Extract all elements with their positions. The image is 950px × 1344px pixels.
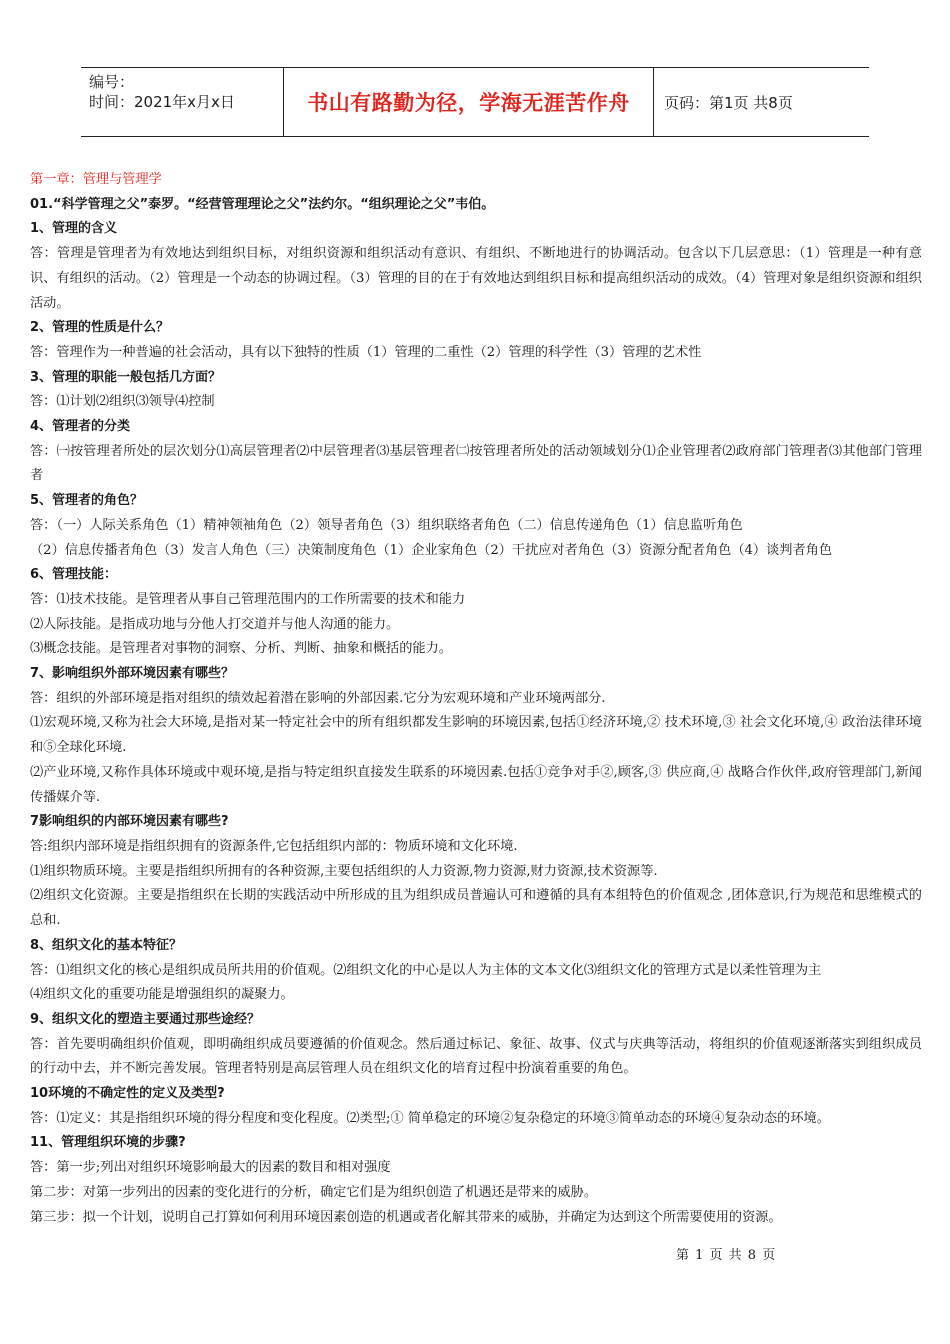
answer-paragraph: 答：管理是管理者为有效地达到组织目标，对组织资源和组织活动有意识、有组织、不断地进行的协调活动。包含以下几层意思：（1）管理是一种有意识、有组织的活动。（2）管理是一个动态的协调过程。（3）管理的目的在于有效地达到组织目标和提高组织活动的成效。（4）管理对象是组织资源和组织活动。 xyxy=(30,246,922,311)
qa-list xyxy=(30,193,922,1231)
answer-paragraph: ⑴宏观环境,又称为社会大环境,是指对某一特定社会中的所有组织都发生影响的环境因素,包括①经济环境,② 技术环境,③ 社会文化环境,④ 政治法律环境和⑤全球化环境. xyxy=(30,715,922,756)
answer-paragraph: 答：⑴组织文化的核心是组织成员所共用的价值观。⑵组织文化的中心是以人为主体的文本文化⑶组织文化的管理方式是以柔性管理为主 xyxy=(30,962,822,978)
answer-paragraph: 答：㈠按管理者所处的层次划分⑴高层管理者⑵中层管理者⑶基层管理者㈡按管理者所处的活动领域划分⑴企业管理者⑵政府部门管理者⑶其他部门管理者 xyxy=(30,443,922,484)
answer-paragraph: （2）信息传播者角色（3）发言人角色（三）决策制度角色（1）企业家角色（2）干扰应对者角色（3）资源分配者角色（4）谈判者角色 xyxy=(30,542,833,558)
question-heading: 7、影响组织外部环境因素有哪些？ xyxy=(30,666,235,682)
question-heading: 9、组织文化的塑造主要通过那些途经？ xyxy=(30,1011,261,1027)
page-footer: 第 1 页 共 8 页 xyxy=(676,1248,777,1263)
question-heading: 5、管理者的角色？ xyxy=(30,493,144,509)
answer-paragraph: 答：管理作为一种普遍的社会活动，具有以下独特的性质（1）管理的二重性（2）管理的科学性（3）管理的艺术性 xyxy=(30,344,702,360)
answer-paragraph: ⑷组织文化的重要功能是增强组织的凝聚力。 xyxy=(30,987,294,1003)
answer-paragraph: 答：⑴计划⑵组织⑶领导⑷控制 xyxy=(30,394,215,410)
header-page-label: 页码：第1页 共8页 xyxy=(664,93,793,112)
question-heading: 2、管理的性质是什么？ xyxy=(30,320,170,336)
document-number-label: 编号： xyxy=(89,73,135,91)
answer-paragraph: 答：⑴定义：其是指组织环境的得分程度和变化程度。⑵类型;① 简单稳定的环境②复杂稳定的环境③简单动态的环境④复杂动态的环境。 xyxy=(30,1110,830,1126)
answer-paragraph: 第二步：对第一步列出的因素的变化进行的分析，确定它们是为组织创造了机遇还是带来的威胁。 xyxy=(30,1184,598,1200)
answer-paragraph: ⑴组织物质环境。主要是指组织所拥有的各种资源,主要包括组织的人力资源,物力资源,财力资源,技术资源等. xyxy=(30,863,658,879)
question-heading: 6、管理技能： xyxy=(30,567,118,583)
question-heading: 01.“科学管理之父”泰罗。“经营管理理论之父”法约尔。“组织理论之父”韦伯。 xyxy=(30,196,495,212)
question-heading: 7影响组织的内部环境因素有哪些? xyxy=(30,814,229,830)
document-body xyxy=(30,168,922,1230)
answer-paragraph: ⑵产业环境,又称作具体环境或中观环境,是指与特定组织直接发生联系的环境因素.包括①竞争对手②,顾客,③ 供应商,④ 战略合作伙伴,政府管理部门,新闻传播媒介等. xyxy=(30,764,922,805)
question-heading: 3、管理的职能一般包括几方面？ xyxy=(30,369,222,385)
answer-paragraph: 答：（一）人际关系角色（1）精神领袖角色（2）领导者角色（3）组织联络者角色（二）信息传递角色（1）信息监听角色 xyxy=(30,517,743,533)
question-heading: 1、管理的含义 xyxy=(30,221,118,237)
question-heading: 4、管理者的分类 xyxy=(30,419,131,435)
answer-paragraph: 答：第一步;列出对组织环境影响最大的因素的数目和相对强度 xyxy=(30,1160,391,1176)
question-heading: 8、组织文化的基本特征？ xyxy=(30,937,183,953)
answer-paragraph: 答：组织的外部环境是指对组织的绩效起着潜在影响的外部因素.它分为宏观环境和产业环境两部分. xyxy=(30,690,606,706)
answer-paragraph: 答：首先要明确组织价值观，即明确组织成员要遵循的价值观念。然后通过标记、象征、故事、仪式与庆典等活动，将组织的价值观逐渐落实到组织成员的行动中去，并不断完善发展。管理者特别是高层管理人员在组织文化的培育过程中扮演着重要的角色。 xyxy=(30,1036,922,1077)
question-heading: 11、管理组织环境的步骤? xyxy=(30,1135,186,1151)
document-time-label: 时间：2021年x月x日 xyxy=(89,93,235,111)
answer-paragraph: 答：⑴技术技能。是管理者从事自己管理范围内的工作所需要的技术和能力 xyxy=(30,591,466,607)
question-heading: 10环境的不确定性的定义及类型? xyxy=(30,1086,225,1102)
header-motto: 书山有路勤为径，学海无涯苦作舟 xyxy=(283,68,654,136)
page-header xyxy=(81,67,869,137)
answer-paragraph: ⑵组织文化资源。主要是指组织在长期的实践活动中所形成的且为组织成员普遍认可和遵循的具有本组特色的价值观念 ,团体意识,行为规范和思维模式的总和. xyxy=(30,888,922,929)
answer-paragraph: ⑵人际技能。是指成功地与分他人打交道并与他人沟通的能力。 xyxy=(30,616,400,632)
chapter-title: 第一章：管理与管理学 xyxy=(30,172,162,187)
answer-paragraph: ⑶概念技能。是管理者对事物的洞察、分析、判断、抽象和概括的能力。 xyxy=(30,641,452,657)
answer-paragraph: 第三步：拟一个计划，说明自己打算如何利用环境因素创造的机遇或者化解其带来的威胁，并确定为达到这个所需要使用的资源。 xyxy=(30,1209,782,1225)
header-meta xyxy=(81,68,283,136)
answer-paragraph: 答:组织内部环境是指组织拥有的资源条件,它包括组织内部的：物质环境和文化环境. xyxy=(30,838,518,854)
